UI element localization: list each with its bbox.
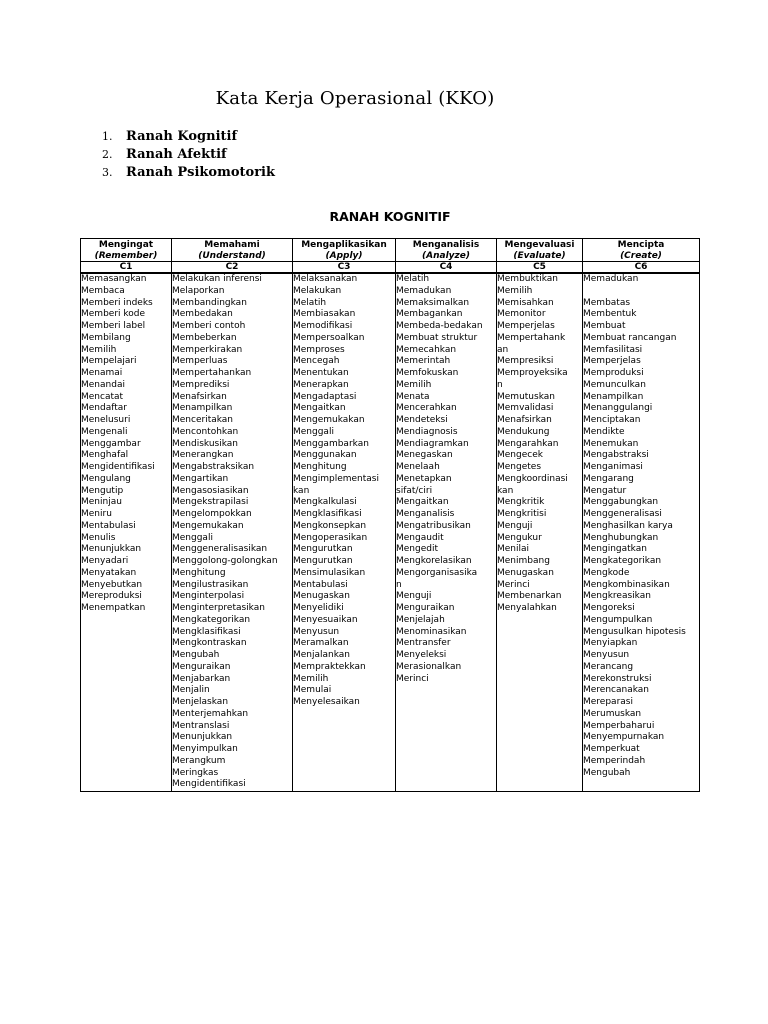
verb-item: Menimbang [497,556,550,566]
verb-item: Menghitung [293,462,347,472]
verb-item: Merangkum [172,755,226,766]
verb-item: Menamai [81,368,123,378]
verb-item: Menguraikan [396,603,455,613]
verb-item: Memproduksi [583,368,644,378]
verb-item: Merinci [396,673,429,684]
verb-item: Menulis [81,532,116,543]
verb-item: Mempraktekkan [293,661,366,672]
verb-item: Mengkontraskan [172,638,247,649]
verb-item: Mempelajari [81,356,137,367]
verb-item: Meninjau [81,497,122,508]
verb-item: Membilang [81,332,131,343]
verb-item: Memutuskan [497,391,555,402]
verb-item: Mengutip [81,485,124,496]
verb-item: Menyelidiki [293,603,344,613]
ranah-item [102,127,275,145]
verb-item: Membuat struktur [396,332,478,343]
verbs-row [81,273,700,792]
verb-item: Menggambarkan [293,438,369,449]
verb-item: Menggolong-golongkan [172,556,278,566]
verb-item: Mempertahankan [172,368,252,378]
ranah-label: Ranah Kognitif [126,128,238,144]
verb-item: Menunjukkan [172,732,233,743]
verb-item: Mengkritik [497,497,545,508]
verb-item: Menandai [81,379,125,390]
verb-item: Menjelajah [396,614,445,625]
verb-item: Mengoperasikan [293,532,368,543]
verb-item: Mentranslasi [172,720,230,731]
column-code: C6 [583,262,700,274]
verb-item: Melakukan [293,285,342,296]
verb-item: Merekonstruksi [583,673,652,684]
verb-item: Menyusun [583,650,630,660]
verb-item: Memadukan [583,274,639,284]
verb-item: Meniru [81,509,112,519]
verb-item: Merasionalkan [396,661,462,672]
verb-item: Mengarahkan [497,438,559,449]
verb-item: Menjalin [172,685,210,696]
verb-list-c4 [396,273,497,792]
verb-item: Memfokuskan [396,368,459,378]
verb-item: Menggali [293,426,334,437]
verb-item: Mengenali [81,426,128,437]
column-code: C4 [396,262,497,274]
verb-item: Mereparasi [583,697,633,707]
verb-item: Memvalidasi [497,403,554,414]
column-code: C3 [293,262,396,274]
verb-item: Mendiagramkan [396,438,469,449]
verb-item: Menganimasi [583,462,643,472]
verb-item: Memperluas [172,356,228,367]
verb-item: Menterjemahkan [172,708,249,719]
column-code: C5 [497,262,583,274]
column-name: Mengingat [98,240,154,250]
verb-item: Memodifikasi [293,321,353,331]
document-title: Kata Kerja Operasional (KKO) [215,88,495,109]
verb-item: Menciptakan [583,415,641,425]
verb-item: Merancang [583,661,634,672]
verb-item: Mengelompokkan [172,509,252,519]
verb-item: Memberi kode [81,309,146,320]
verb-item: Membuktikan [497,274,559,284]
verb-item: Mengkode [583,567,630,578]
verb-item: Memilih [293,673,329,684]
verb-item: Mencegah [293,356,340,367]
verb-item: Mengurutkan [293,556,353,566]
verb-item: Mengusulkan hipotesis [583,626,686,637]
verb-item: Mengatribusikan [396,520,471,531]
verb-item: Mengumpulkan [583,614,653,625]
verb-item: Menunjukkan [81,544,142,555]
verb-item: Membiasakan [293,309,356,320]
verb-item: Membandingkan [172,297,247,308]
verb-item: Menghubungkan [583,532,659,543]
verb-list-c2 [172,273,293,792]
verb-item: Menghasilkan karya [583,520,673,531]
verb-item: Menata [396,391,430,402]
ranah-item [102,145,275,163]
verb-item: Menafsirkan [497,415,552,425]
verb-item: Mengedit [396,544,438,555]
verb-item: Membeberkan [172,332,237,343]
verb-item: Menafsirkan [172,391,227,402]
kko-table [80,238,700,792]
column-name: Mengevaluasi [504,240,575,250]
ranah-item [102,163,275,181]
verb-item: Memberi label [81,321,146,331]
verb-item: Mengilustrasikan [172,579,249,590]
verb-item: Membentuk [583,309,637,320]
verb-item: Memberi contoh [172,321,246,331]
column-header [172,239,293,262]
verb-item: Memproyeksika [497,368,568,378]
verb-item: Membuat [583,321,626,331]
verb-item: Mengorganisasika [396,567,478,578]
verb-item: Menempatkan [81,603,146,613]
verb-item: Menggeneralisasi [583,509,662,519]
verb-item: Menyelesaikan [293,697,360,707]
verb-item: Menggambar [81,438,141,449]
ranah-list [102,127,275,181]
verb-item: Melaksanakan [293,274,358,284]
verb-item: Memilih [497,285,533,296]
verb-item: Menjalankan [293,650,351,660]
verb-item: Memfasilitasi [583,344,643,355]
verb-item: Mendikte [583,426,625,437]
verb-item: Mengkonsepkan [293,520,367,531]
column-name: Mencipta [617,240,665,250]
verb-item: Menggali [172,532,213,543]
verb-item: Menelaah [396,462,440,472]
column-name: Menganalisis [412,240,480,250]
verb-item: Menyimpulkan [172,744,238,754]
verb-item: Menyalahkan [497,603,557,613]
verb-item: Mencerahkan [396,403,457,414]
verb-item: Mempersoalkan [293,332,365,343]
verb-item: Mengkorelasikan [396,556,472,566]
verb-item: kan [293,485,310,496]
verb-item: Mengartikan [172,473,229,484]
verb-item: Mentabulasi [81,520,136,531]
verb-item: Menjabarkan [172,673,231,684]
verb-item: Memperkirakan [172,344,243,355]
verb-list-c6 [583,273,700,792]
verb-item: Mendiagnosis [396,426,458,437]
verb-item: kan [497,485,514,496]
column-header [583,239,700,262]
verb-item: Mengukur [497,532,542,543]
verb-item: Mempresiksi [497,356,554,367]
verb-item: Menampilkan [583,391,644,402]
verb-item: Mendaftar [81,403,127,414]
verb-item: n [497,379,503,390]
verb-item: Mengkombinasikan [583,579,670,590]
verb-item: Mentabulasi [293,579,348,590]
verb-item: Menyusun [293,626,340,637]
verb-item: Membuat rancangan [583,332,677,343]
verb-item: Menyiapkan [583,638,638,649]
verb-item: Memperbaharui [583,720,655,731]
verb-item: Menyeleksi [396,650,447,660]
verb-item: Mengarang [583,473,634,484]
verb-item: Membatas [583,297,631,308]
verb-item: Melakukan inferensi [172,274,262,284]
verb-item: Membenarkan [497,591,562,602]
verb-item: an [497,344,509,355]
verb-item: Mencatat [81,391,124,402]
verb-item: Mengaudit [396,532,444,543]
verb-item: Melatih [293,297,327,308]
verb-list-c1 [81,273,172,792]
column-name: Memahami [204,240,260,250]
verb-item: Menggunakan [293,450,357,461]
verb-item: Mengasosiasikan [172,485,249,496]
verb-item: Mengetes [497,462,542,472]
verb-item: Meringkas [172,767,219,778]
verb-item: Memulai [293,685,332,696]
verb-item: Menghitung [172,567,226,578]
verb-item: Membeda-bedakan [396,321,483,331]
column-english-name: (Understand) [198,250,266,261]
verb-item: Menentukan [293,368,349,378]
verb-item: Menyebutkan [81,579,143,590]
verb-item: Mentransfer [396,638,451,649]
verb-item: Menyadari [81,556,129,566]
column-english-name: (Evaluate) [513,250,566,261]
section-title: RANAH KOGNITIF [329,209,451,224]
verb-item: Menguji [497,520,533,531]
verb-item: Menghafal [81,450,129,461]
verb-item: Mengekstrapilasi [172,497,249,508]
column-header [81,239,172,262]
verb-item: Mengulang [81,473,131,484]
verb-item: Mengoreksi [583,603,635,613]
verb-item: Memasangkan [81,274,147,284]
verb-item: Menguji [396,591,432,602]
verb-item: Membagankan [396,309,463,320]
ranah-number: 3. [102,165,113,179]
verb-item: Mendiskusikan [172,438,239,449]
column-header [497,239,583,262]
verb-item: Mengkreasikan [583,591,651,602]
verb-item: Mengurutkan [293,544,353,555]
verb-item: Menguraikan [172,661,231,672]
verb-item: Menginterpretasikan [172,603,265,613]
verb-item: Melatih [396,274,430,284]
ranah-number: 1. [102,129,113,143]
ranah-label: Ranah Psikomotorik [126,164,275,180]
verb-item: Memperjelas [583,356,641,367]
verb-list-c3 [293,273,396,792]
column-english-name: (Apply) [325,250,363,261]
verb-item: Menetapkan [396,473,452,484]
verb-item: Melaporkan [172,285,225,296]
verb-list-c5 [497,273,583,792]
column-english-name: (Create) [620,250,662,261]
verb-item: Mengklasifikasi [293,509,362,519]
verb-item: Meramalkan [293,638,349,649]
ranah-number: 2. [102,147,113,161]
verb-item: Membaca [81,285,125,296]
verb-item: Mensimulasikan [293,567,366,578]
verb-item: Memperjelas [497,321,555,331]
verb-item: Mengemukakan [293,415,365,425]
verb-item: Menominasikan [396,626,467,637]
verb-item: Menceritakan [172,415,234,425]
verb-item: Menugaskan [497,567,554,578]
verb-item: Menerapkan [293,379,349,390]
column-header [396,239,497,262]
verb-item [583,286,699,298]
verb-item: Menerangkan [172,450,234,461]
verb-item: Memprediksi [172,379,230,390]
verb-item: Memilih [81,344,117,355]
verb-item: Memonitor [497,309,546,320]
verb-item: Membedakan [172,309,233,320]
verb-item: Mengimplementasi [293,473,379,484]
column-name: Mengaplikasikan [301,240,387,250]
verb-item: Menugaskan [293,591,350,602]
verb-item: Memaksimalkan [396,297,470,308]
verb-item: Menelusuri [81,415,131,425]
verb-item: Menganalisis [396,509,455,519]
verb-item: Memunculkan [583,379,646,390]
verb-item: Mengabstraksi [583,450,649,461]
verb-item: Memperindah [583,755,646,766]
verb-item: Memisahkan [497,297,554,308]
ranah-label: Ranah Afektif [126,146,227,162]
verb-item: Mengatur [583,485,627,496]
verb-item: Memerintah [396,356,451,367]
verb-item: Mengkalkulasi [293,497,357,508]
verb-item: Mempertahank [497,332,566,343]
verb-item: Mengidentifikasi [172,779,246,790]
verb-item: Memadukan [396,285,452,296]
verb-item: Menggabungkan [583,497,659,508]
verb-item: Memberi indeks [81,297,153,308]
code-row [81,262,700,274]
verb-item: Mengaitkan [396,497,449,508]
verb-item: Mengubah [172,650,220,660]
verb-item: Menilai [497,544,530,555]
verb-item: Merencanakan [583,685,650,696]
verb-item: Merinci [497,579,530,590]
verb-item: Menyesuaikan [293,614,358,625]
verb-item: Memecahkan [396,344,457,355]
verb-item: Mengadaptasi [293,391,357,402]
verb-item: Mencontohkan [172,426,239,437]
verb-item: Menyatakan [81,567,137,578]
verb-item: Memproses [293,344,345,355]
verb-item: Menggeneralisasikan [172,544,268,555]
verb-item: Memilih [396,379,432,390]
verb-item: Mengaitkan [293,403,346,414]
verb-item: Mengemukakan [172,520,244,531]
verb-item: Menjelaskan [172,697,229,707]
column-header [293,239,396,262]
verb-item: sifat/ciri [396,485,433,496]
verb-item: Mengkategorikan [172,614,251,625]
verb-item: Mengkoordinasi [497,473,568,484]
verb-item: Mengubah [583,767,631,778]
verb-item: Mengingatkan [583,544,647,555]
column-english-name: (Remember) [94,250,158,261]
table-header-row [81,239,700,262]
verb-item: Mengecek [497,450,543,461]
verb-item: Menemukan [583,438,639,449]
verb-item: Mendeteksi [396,415,448,425]
verb-item: n [396,579,402,590]
verb-item: Mengabstraksikan [172,462,255,472]
verb-item: Menanggulangi [583,403,653,414]
verb-item: Mengklasifikasi [172,626,241,637]
column-english-name: (Analyze) [422,250,470,261]
verb-item: Menyempurnakan [583,732,665,743]
verb-item: Memperkuat [583,744,640,754]
verb-item: Mereproduksi [81,591,142,602]
verb-item: Mengidentifikasi [81,462,155,472]
column-code: C2 [172,262,293,274]
verb-item: Menginterpolasi [172,591,245,602]
verb-item: Menampilkan [172,403,233,414]
verb-item: Merumuskan [583,708,642,719]
verb-item: Mendukung [497,426,550,437]
verb-item: Menegaskan [396,450,453,461]
verb-item: Mengkategorikan [583,556,662,566]
verb-item: Mengkritisi [497,509,547,519]
column-code: C1 [81,262,172,274]
